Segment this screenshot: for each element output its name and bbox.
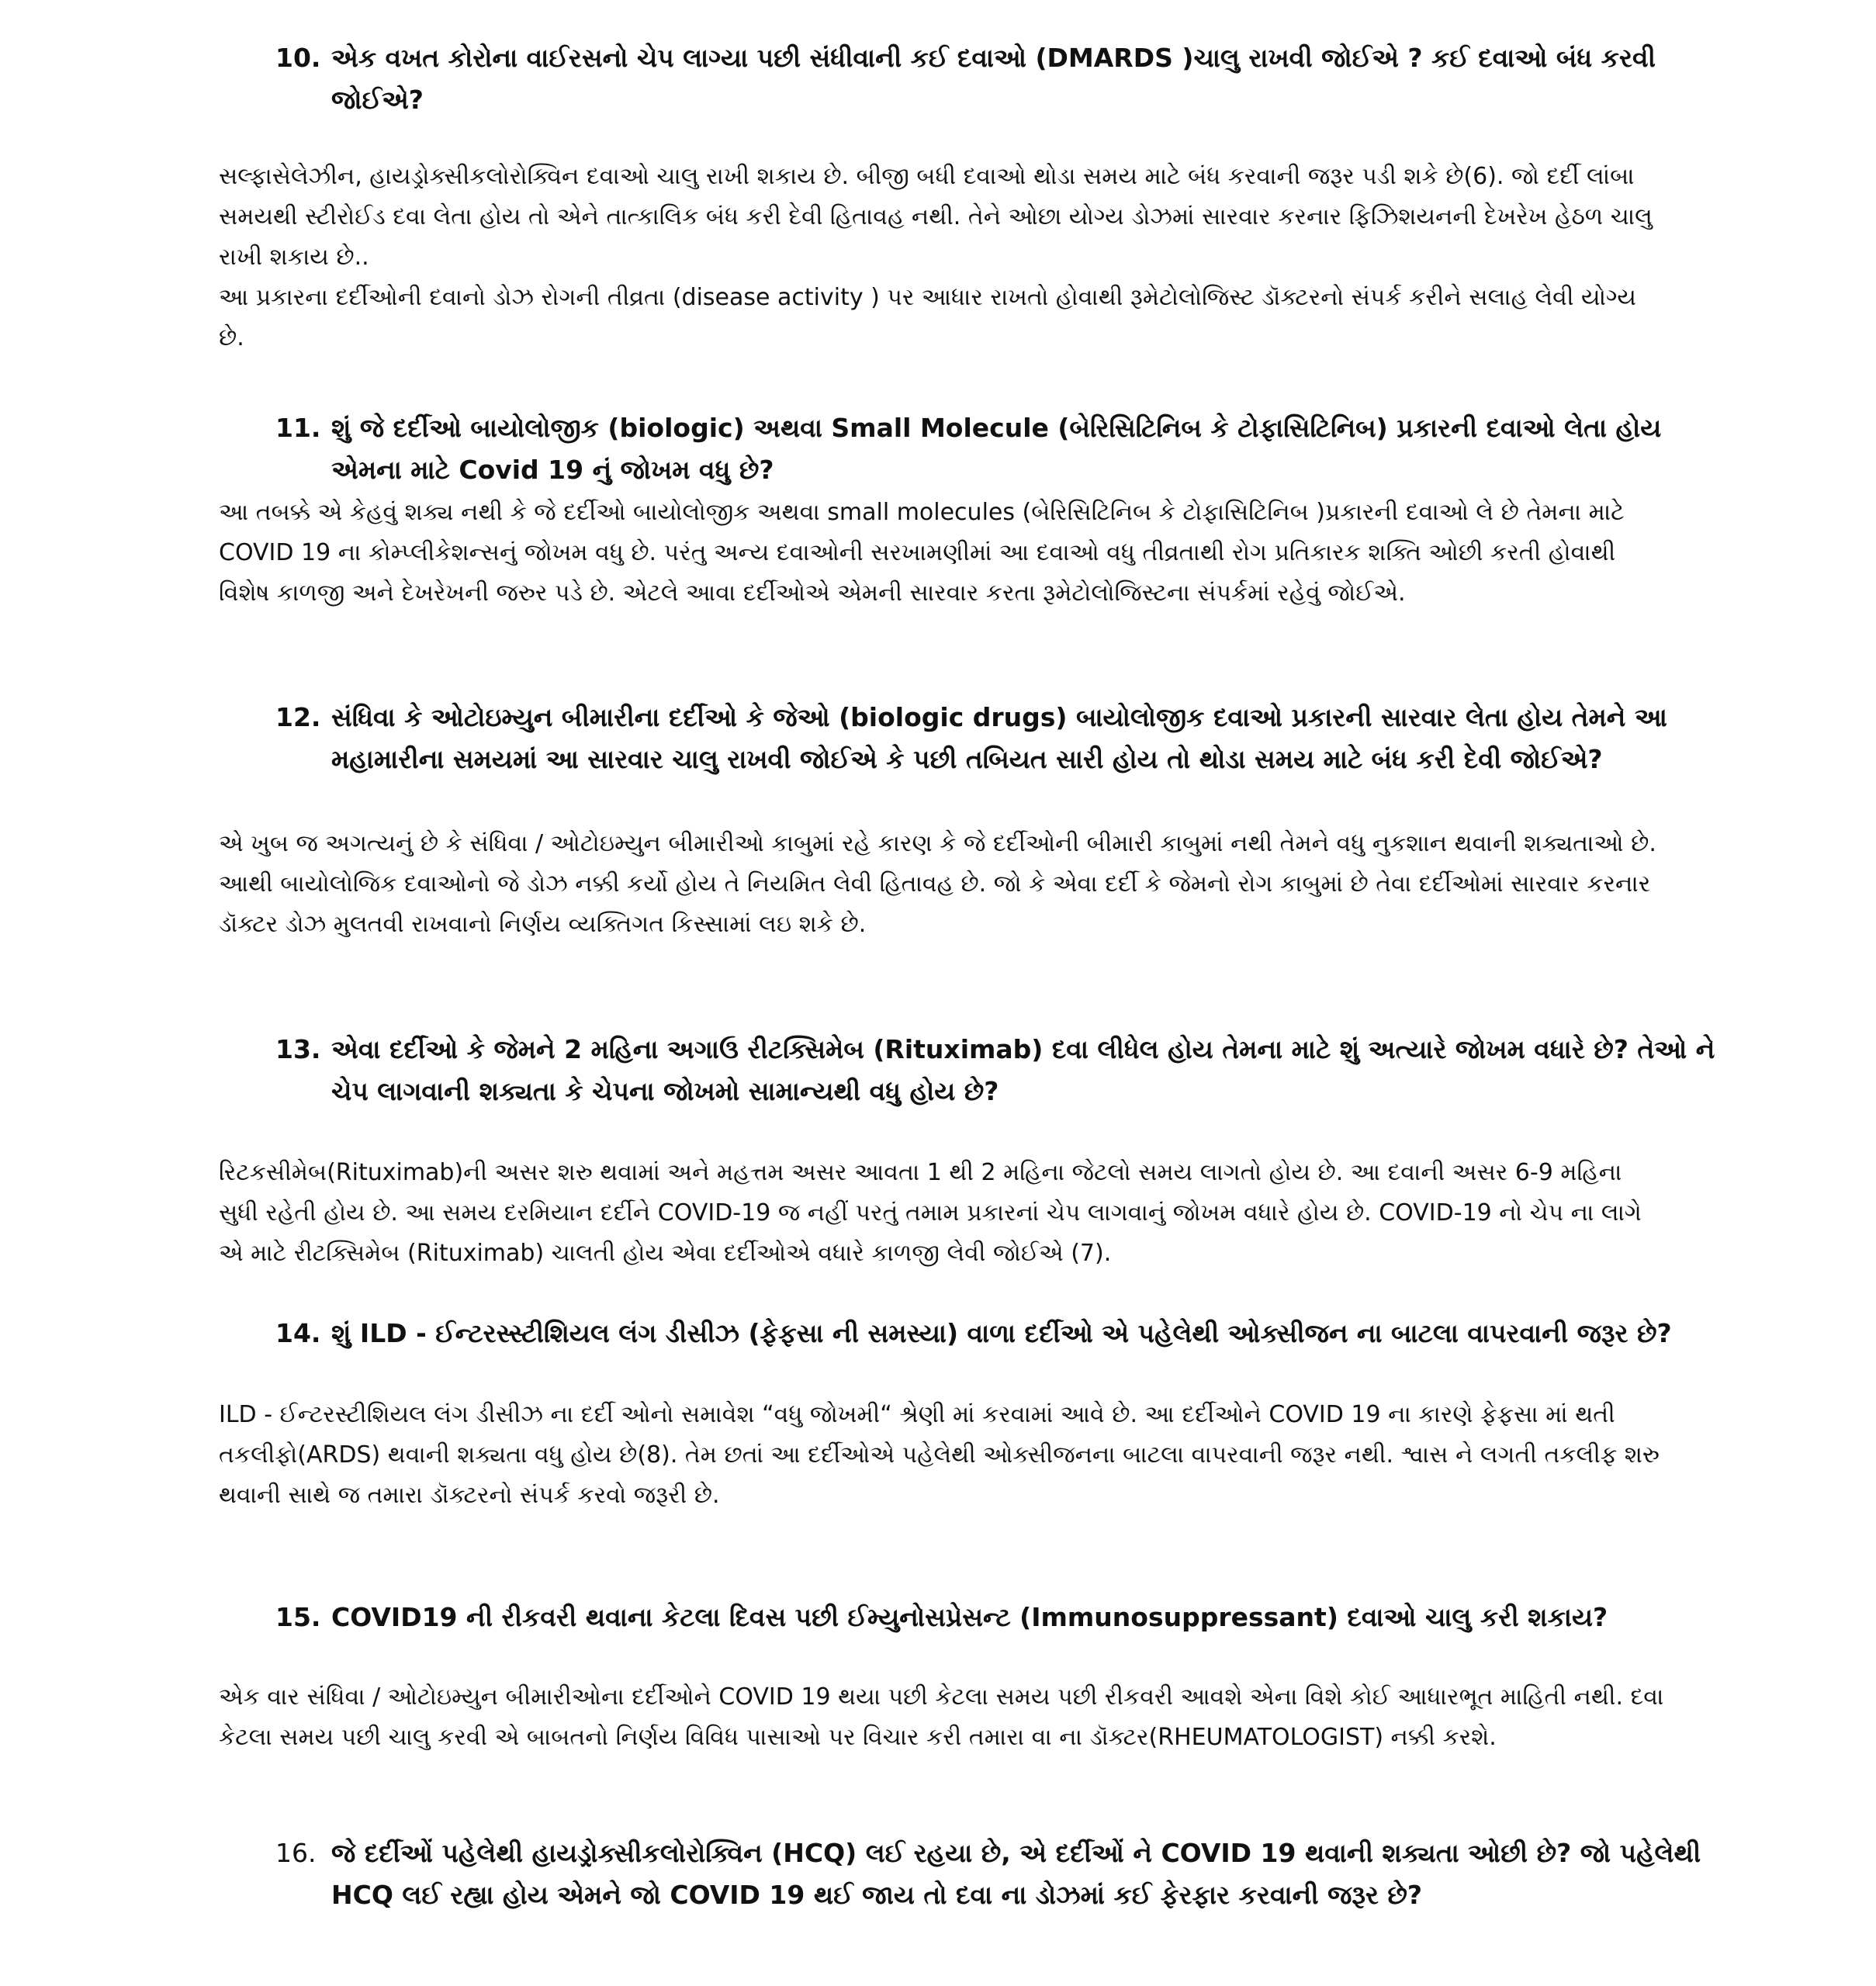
faq-item-15 <box>0 1597 1876 1758</box>
question-text: શું જે દર્દીઓ બાયોલોજીક (biologic) અથવા Small Molecule (બેરિસિટિનિબ કે ટોફાસિટિનિબ) પ્રકારની દવાઓ લેતા હોય એમના માટે Covid 19 નું જોખમ વધુ છે? <box>331 413 1662 485</box>
answer-paragraph: આ પ્રકારના દર્દીઓની દવાનો ડોઝ રોગની તીવ્રતા (disease activity ) પર આધાર રાખતો હોવાથી રૂમેટોલોજિસ્ટ ડૉક્ટરનો સંપર્ક કરીને સલાહ લેવી યોગ્ય છે. <box>219 284 1636 351</box>
answer-paragraph: રિટકસીમેબ(Rituximab)ની અસર શરુ થવામાં અને મહત્તમ અસર આવતા 1 થી 2 મહિના જેટલો સમય લાગતો હોય છે. આ દવાની અસર 6-9 મહિના સુધી રહેતી હોય છે. આ સમય દરમિયાન દર્દીને COVID-19 જ નહીં પરતું તમામ પ્રકારનાં ચેપ લાગવાનું જોખમ વધારે હોય છે. COVID-19 નો ચેપ ના લાગે એ માટે રીટક્સિમેબ (Rituximab) ચાલતી હોય એવા દર્દીઓએ વધારે કાળજી લેવી જોઈએ (7). <box>219 1159 1642 1267</box>
answer-paragraph: આ તબક્કે એ કેહવું શક્ય નથી કે જે દર્દીઓ બાયોલોજીક અથવા small molecules (બેરિસિટિનિબ કે ટોફાસિટિનિબ )પ્રકારની દવાઓ લે છે તેમના માટે COVID 19 ના કોમ્પ્લીકેશન્સનું જોખમ વધુ છે. પરંતુ અન્ય દવાઓની સરખામણીમાં આ દવાઓ વધુ તીવ્રતાથી રોગ પ્રતિકારક શક્તિ ઓછી કરતી હોવાથી વિશેષ કાળજી અને દેખરેખની જરુર પડે છે. એટલે આવા દર્દીઓએ એમની સારવાર કરતા રૂમેટોલોજિસ્ટના સંપર્કમાં રહેવું જોઈએ. <box>219 499 1625 607</box>
question-heading <box>275 697 1720 780</box>
faq-item-12 <box>0 697 1876 945</box>
question-number: 10. <box>275 43 321 73</box>
question-heading <box>275 1313 1720 1355</box>
question-text: જે દર્દીઓં પહેલેથી હાયડ્રોક્સીકલોરોક્વિન (HCQ) લઈ રહયા છે, એ દર્દીઓં ને COVID 19 થવાની શક્યતા ઓછી છે? જો પહેલેથી HCQ લઈ રહ્યા હોય એમને જો COVID 19 થઈ જાય તો દવા ના ડોઝમાં કઈ ફેરફાર કરવાની જરૂર છે? <box>331 1838 1701 1910</box>
answer-text <box>219 1677 1666 1758</box>
question-heading <box>275 1029 1720 1112</box>
faq-item-16 <box>0 1832 1876 1916</box>
question-number: 14. <box>275 1318 321 1348</box>
question-text: એક વખત કોરોના વાઈરસનો ચેપ લાગ્યા પછી સંધીવાની કઈ દવાઓ (DMARDS )ચાલુ રાખવી જોઈએ ? કઈ દવાઓ બંધ કરવી જોઈએ? <box>331 43 1656 115</box>
question-heading <box>275 1832 1720 1916</box>
answer-text <box>219 824 1666 945</box>
question-text: સંધિવા કે ઓટોઇમ્યુન બીમારીના દર્દીઓ કે જેઓ (biologic drugs) બાયોલોજીક દવાઓ પ્રકારની સારવાર લેતા હોય તેમને આ મહામારીના સમયમાં આ સારવાર ચાલુ રાખવી જોઈએ કે પછી તબિયત સારી હોય તો થોડા સમય માટે બંધ કરી દેવી જોઈએ? <box>331 702 1667 774</box>
answer-text <box>219 1153 1666 1274</box>
answer-text <box>219 493 1666 614</box>
faq-item-14 <box>0 1313 1876 1516</box>
question-number: 16. <box>275 1838 317 1868</box>
question-number: 12. <box>275 702 321 732</box>
answer-paragraph: એક વાર સંધિવા / ઓટોઇમ્યુન બીમારીઓના દર્દીઓને COVID 19 થયા પછી કેટલા સમય પછી રીકવરી આવશે એના વિશે કોઈ આધારભૂત માહિતી નથી. દવા કેટલા સમય પછી ચાલુ કરવી એ બાબતનો નિર્ણય વિવિધ પાસાઓ પર વિચાર કરી તમારા વા ના ડૉક્ટર(RHEUMATOLOGIST) નક્કી કરશે. <box>219 1683 1664 1751</box>
question-heading <box>275 407 1720 491</box>
faq-item-13 <box>0 1029 1876 1274</box>
faq-item-10 <box>0 37 1876 358</box>
question-heading <box>275 1597 1720 1638</box>
answer-paragraph: સલ્ફાસેલેઝીન, હાયડ્રોક્સીકલોરોક્વિન દવાઓ ચાલુ રાખી શકાય છે. બીજી બધી દવાઓ થોડા સમય માટે બંધ કરવાની જરૂર પડી શકે છે(6). જો દર્દી લાંબા સમયથી સ્ટીરોઈડ દવા લેતા હોય તો એને તાત્કાલિક બંધ કરી દેવી હિતાવહ નથી. તેને ઓછા યોગ્ય ડોઝમાં સારવાર કરનાર ફિઝિશયનની દેખરેખ હેઠળ ચાલુ રાખી શકાય છે.. <box>219 163 1653 271</box>
question-number: 13. <box>275 1034 321 1064</box>
question-text: શું ILD - ઈન્ટરસ્સ્ટીશિયલ લંગ ડીસીઝ (ફેફસા ની સમસ્યા) વાળા દર્દીઓ એ પહેલેથી ઓક્સીજન ના બાટલા વાપરવાની જરૂર છે? <box>331 1318 1672 1348</box>
question-number: 15. <box>275 1602 321 1632</box>
question-number: 11. <box>275 413 321 443</box>
question-heading <box>275 37 1720 121</box>
answer-paragraph: ILD - ઈન્ટરસ્ટીશિયલ લંગ ડીસીઝ ના દર્દી ઓનો સમાવેશ “વધુ જોખમી“ શ્રેણી માં કરવામાં આવે છે. આ દર્દીઓને COVID 19 ના કારણે ફેફસા માં થતી તકલીફો(ARDS) થવાની શક્યતા વધુ હોય છે(8). તેમ છતાં આ દર્દીઓએ પહેલેથી ઓક્સીજનના બાટલા વાપરવાની જરૂર નથી. શ્વાસ ને લગતી તકલીફ શરુ થવાની સાથે જ તમારા ડૉક્ટરનો સંપર્ક કરવો જરૂરી છે. <box>219 1401 1660 1509</box>
answer-text <box>219 1395 1666 1516</box>
answer-paragraph: એ ખુબ જ અગત્યનું છે કે સંધિવા / ઓટોઇમ્યુન બીમારીઓ કાબુમાં રહે કારણ કે જે દર્દીઓની બીમારી કાબુમાં નથી તેમને વધુ નુકશાન થવાની શક્યતાઓ છે. આથી બાયોલોજિક દવાઓનો જે ડોઝ નક્કી કર્યો હોય તે નિયમિત લેવી હિતાવહ છે. જો કે એવા દર્દી કે જેમનો રોગ કાબુમાં છે તેવા દર્દીઓમાં સારવાર કરનાર ડૉક્ટર ડોઝ મુલતવી રાખવાનો નિર્ણય વ્યક્તિગત કિસ્સામાં લઇ શકે છે. <box>219 830 1656 938</box>
question-text: COVID19 ની રીકવરી થવાના કેટલા દિવસ પછી ઈમ્યુનોસપ્રેસન્ટ (Immunosuppressant) દવાઓ ચાલુ કરી શકાય? <box>331 1602 1608 1632</box>
answer-text <box>219 157 1666 358</box>
faq-item-11 <box>0 407 1876 614</box>
question-text: એવા દર્દીઓ કે જેમને 2 મહિના અગાઉ રીટક્સિમેબ (Rituximab) દવા લીધેલ હોય તેમના માટે શું અત્યારે જોખમ વધારે છે? તેઓ ને ચેપ લાગવાની શક્યતા કે ચેપના જોખમો સામાન્યથી વધુ હોય છે? <box>331 1034 1715 1106</box>
